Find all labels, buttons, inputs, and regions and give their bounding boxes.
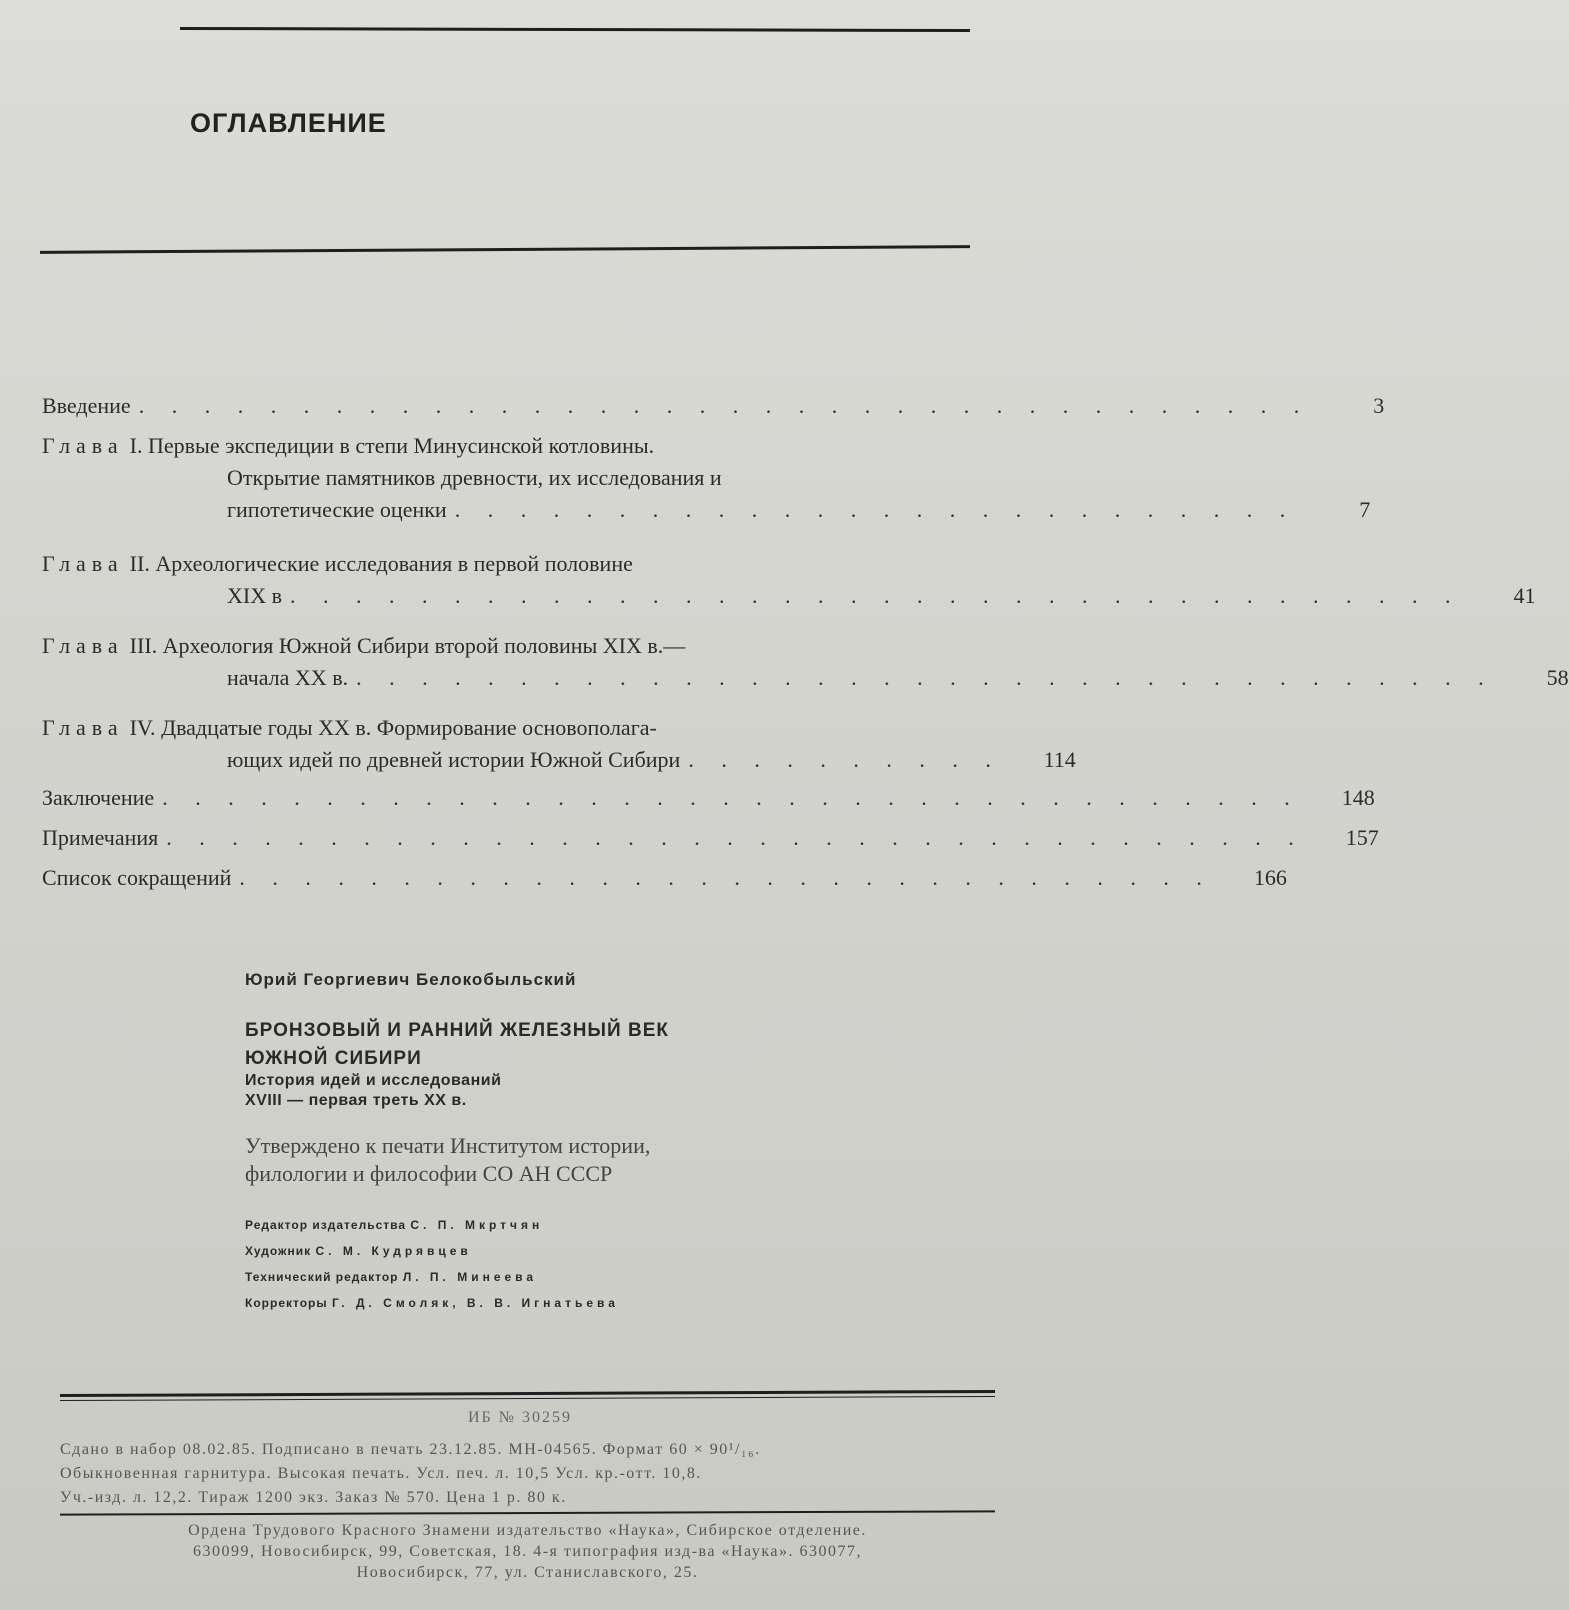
toc-entry-chapter-2[interactable] [42, 548, 1536, 612]
staff-name: С. М. Кудрявцев [315, 1244, 472, 1258]
leader-dots: . . . . . . . . . . . . . . . . . . . . . . . . . . . . . . . . . . . . [290, 583, 1462, 608]
staff-role: Редактор издательства [245, 1218, 407, 1232]
table-of-contents [42, 390, 1569, 902]
imprint-line: Обыкновенная гарнитура. Высокая печать. Усл. печ. л. 10,5 Усл. кр.-отт. 10,8. [60, 1465, 702, 1482]
toc-line: XIX в [227, 583, 282, 608]
leader-dots: . . . . . . . . . . . . . . . . . . . . . . . . . . [454, 497, 1297, 522]
chapter-number: II. [129, 551, 150, 576]
publisher-line: 630099, Новосибирск, 99, Советская, 18. 4-я типография изд-ва «Наука». 630077, [193, 1543, 862, 1560]
leader-dots: . . . . . . . . . . . . . . . . . . . . . . . . . . . . . . . . . . . [162, 785, 1301, 810]
staff-row [245, 1212, 985, 1238]
toc-line: гипотетические оценки [227, 497, 447, 522]
chapter-prefix: Глава [42, 551, 124, 576]
toc-line: Двадцатые годы XX в. Формирование основополага- [161, 715, 657, 740]
toc-line: Открытие памятников древности, их исследования и [227, 465, 722, 490]
heading-rule [40, 245, 970, 254]
toc-page: 41 [1513, 583, 1536, 608]
leader-dots: . . . . . . . . . . . . . . . . . . . . . . . . . . . . . . . . . . . [356, 665, 1495, 690]
book-title-line-1: БРОНЗОВЫЙ И РАННИЙ ЖЕЛЕЗНЫЙ ВЕК [245, 1020, 669, 1041]
approval-line: Утверждено к печати Институтом истории, [245, 1133, 651, 1158]
staff-row [245, 1238, 985, 1264]
toc-label: Заключение [42, 785, 155, 810]
staff-name: Г. Д. Смоляк, В. В. Игнатьева [331, 1296, 619, 1310]
imprint-block [60, 1408, 980, 1508]
top-rule [180, 27, 970, 32]
toc-page: 7 [1359, 497, 1371, 522]
toc-page: 166 [1253, 865, 1287, 890]
staff-row [245, 1290, 985, 1316]
book-title-line-2: ЮЖНОЙ СИБИРИ [245, 1048, 422, 1069]
publisher-block [60, 1520, 995, 1583]
book-subtitle-line-2: XVIII — первая треть XX в. [245, 1092, 467, 1109]
toc-page: 114 [1043, 747, 1076, 772]
contents-heading: ОГЛАВЛЕНИЕ [190, 108, 387, 138]
imprint-line: Уч.-изд. л. 12,2. Тираж 1200 экз. Заказ № 570. Цена 1 р. 80 к. [60, 1489, 567, 1506]
publisher-line: Новосибирск, 77, ул. Станиславского, 25. [356, 1564, 699, 1581]
staff-row [245, 1264, 985, 1290]
chapter-number: III. [129, 633, 158, 658]
toc-page: 157 [1345, 825, 1379, 850]
toc-entry-chapter-4[interactable] [42, 712, 1076, 776]
toc-entry-chapter-1[interactable] [42, 430, 1371, 526]
chapter-prefix: Глава [42, 715, 124, 740]
toc-page: 3 [1373, 393, 1385, 418]
imprint-rule-bottom [60, 1510, 995, 1515]
toc-label: Список сокращений [42, 865, 232, 890]
ib-number: ИБ № 30259 [467, 1409, 572, 1426]
leader-dots: . . . . . . . . . . [688, 747, 1002, 772]
leader-dots: . . . . . . . . . . . . . . . . . . . . . . . . . . . . . . . . . . . [166, 825, 1305, 850]
staff-list [245, 1212, 985, 1316]
staff-role: Технический редактор [245, 1270, 399, 1284]
colophon [245, 970, 985, 1316]
approval-line: филологии и философии СО АН СССР [245, 1161, 613, 1186]
toc-line: Первые экспедиции в степи Минусинской котловины. [148, 433, 655, 458]
chapter-number: I. [129, 433, 143, 458]
approval-note [245, 1132, 985, 1188]
leader-dots: . . . . . . . . . . . . . . . . . . . . . . . . . . . . . . . . . . . . [138, 393, 1311, 418]
staff-name: Л. П. Минеева [402, 1270, 538, 1284]
toc-line: ющих идей по древней истории Южной Сибири [227, 747, 681, 772]
toc-line: Археология Южной Сибири второй половины XIX в.— [162, 633, 686, 658]
toc-line: начала XX в. [227, 665, 349, 690]
publisher-line: Ордена Трудового Красного Знамени издательство «Наука», Сибирское отделение. [188, 1522, 867, 1539]
toc-entry-chapter-3[interactable] [42, 630, 1569, 694]
imprint-line: Сдано в набор 08.02.85. Подписано в печать 23.12.85. МН-04565. Формат 60 × 90¹/₁₆. [60, 1441, 761, 1458]
imprint-rule-top-thin [60, 1396, 995, 1401]
chapter-prefix: Глава [42, 433, 124, 458]
staff-role: Корректоры [245, 1296, 328, 1310]
staff-role: Художник [245, 1244, 312, 1258]
book-subtitle-line-1: История идей и исследований [245, 1072, 502, 1089]
chapter-prefix: Глава [42, 633, 124, 658]
toc-page: 58 [1546, 665, 1569, 690]
chapter-number: IV. [129, 715, 156, 740]
toc-label: Примечания [42, 825, 159, 850]
toc-line: Археологические исследования в первой половине [155, 551, 633, 576]
author-name: Юрий Георгиевич Белокобыльский [245, 970, 577, 989]
leader-dots: . . . . . . . . . . . . . . . . . . . . . . . . . . . . . . [239, 865, 1213, 890]
toc-entry-notes[interactable] [42, 822, 1379, 854]
toc-entry-conclusion[interactable] [42, 782, 1375, 814]
toc-entry-abbreviations[interactable] [42, 862, 1287, 894]
toc-page: 148 [1341, 785, 1375, 810]
toc-label: Введение [42, 393, 131, 418]
toc-entry-intro[interactable] [42, 390, 1385, 422]
staff-name: С. П. Мкртчян [410, 1218, 544, 1232]
